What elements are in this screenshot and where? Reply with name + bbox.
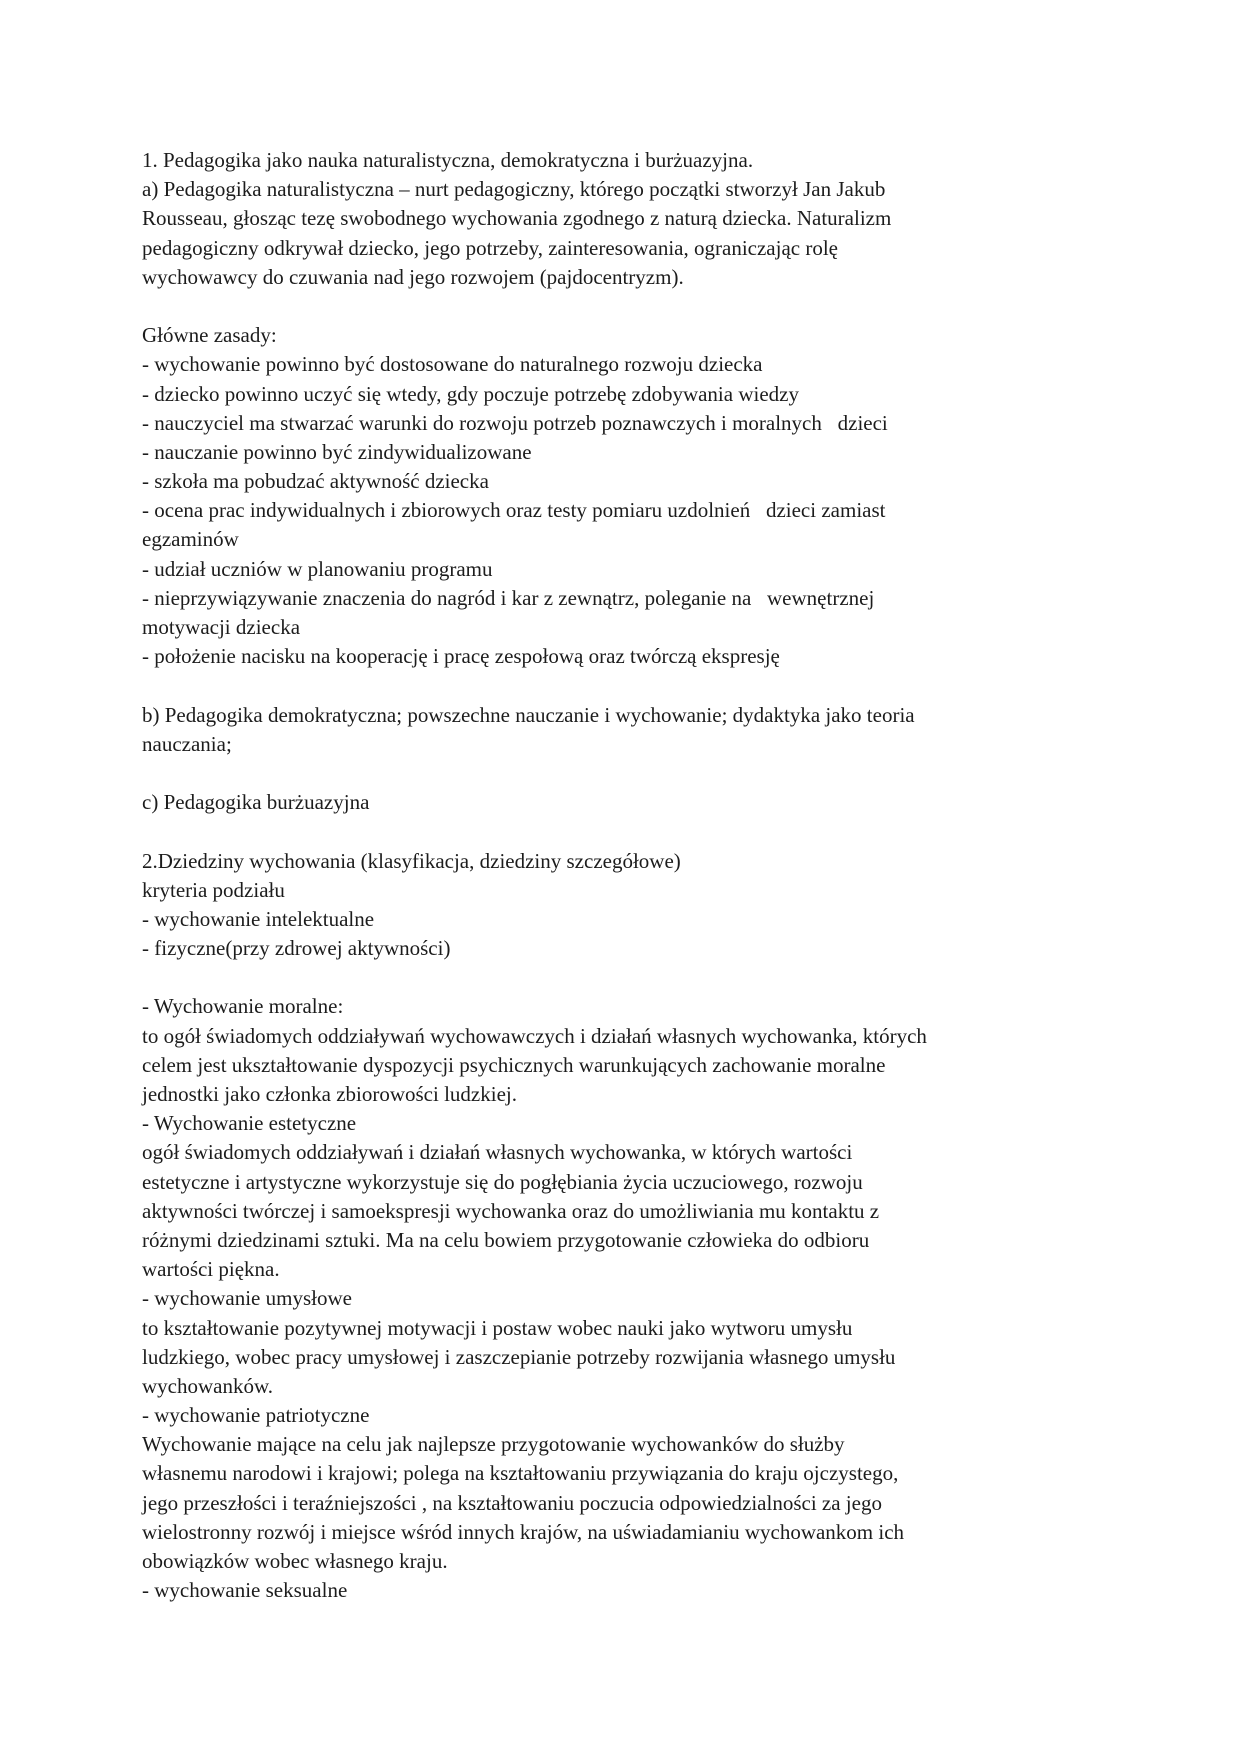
text-line: jego przeszłości i teraźniejszości , na kształtowaniu poczucia odpowiedzialności za jego (142, 1490, 882, 1515)
text-line: - wychowanie patriotyczne (142, 1403, 370, 1428)
text-line: jednostki jako członka zbiorowości ludzkiej. (142, 1082, 517, 1106)
text-line: wychowanków. (142, 1373, 274, 1398)
text-line: to ogół świadomych oddziaływań wychowawczych i działań własnych wychowanka, których (142, 1023, 927, 1048)
text-line: 1. Pedagogika jako nauka naturalistyczna, demokratyczna i burżuazyjna. (142, 148, 754, 172)
text-line: różnymi dziedzinami sztuki. Ma na celu bowiem przygotowanie człowieka do odbioru (142, 1227, 870, 1252)
text-line: aktywności twórczej i samoekspresji wychowanka oraz do umożliwiania mu kontaktu z (142, 1198, 880, 1223)
text-line (142, 963, 1062, 992)
text-line: Wychowanie mające na celu jak najlepsze przygotowanie wychowanków do służby (142, 1432, 845, 1457)
text-line: - Wychowanie estetyczne (142, 1111, 357, 1136)
document-text (142, 146, 1062, 1605)
text-line (142, 759, 1062, 788)
text-line: - wychowanie seksualne (142, 1578, 348, 1603)
text-line: Główne zasady: (142, 323, 277, 348)
text-line: - położenie nacisku na kooperację i pracę zespołową oraz twórczą ekspresję (142, 644, 780, 669)
text-line: - wychowanie umysłowe (142, 1286, 352, 1311)
text-line: wartości piękna. (142, 1257, 280, 1282)
text-line (142, 817, 1062, 846)
text-line: - dziecko powinno uczyć się wtedy, gdy poczuje potrzebę zdobywania wiedzy (142, 381, 799, 406)
text-line: - udział uczniów w planowaniu programu (142, 556, 493, 581)
text-line (142, 671, 1062, 700)
text-line: 2.Dziedziny wychowania (klasyfikacja, dziedziny szczegółowe) (142, 848, 681, 873)
text-line (142, 292, 1062, 321)
text-line: to kształtowanie pozytywnej motywacji i postaw wobec nauki jako wytworu umysłu (142, 1315, 853, 1340)
text-line: egzaminów (142, 527, 239, 552)
text-line: wychowawcy do czuwania nad jego rozwojem (pajdocentryzm). (142, 264, 684, 289)
text-line: ogół świadomych oddziaływań i działań własnych wychowanka, w których wartości (142, 1140, 853, 1165)
text-line: motywacji dziecka (142, 615, 301, 639)
text-line: nauczania; (142, 731, 232, 756)
text-line: - szkoła ma pobudzać aktywność dziecka (142, 469, 489, 494)
text-line: własnemu narodowi i krajowi; polega na kształtowaniu przywiązania do kraju ojczystego, (142, 1461, 899, 1486)
text-line: b) Pedagogika demokratyczna; powszechne nauczanie i wychowanie; dydaktyka jako teoria (142, 702, 915, 727)
text-line: estetyczne i artystyczne wykorzystuje się do pogłębiania życia uczuciowego, rozwoju (142, 1169, 863, 1194)
text-line: - fizyczne(przy zdrowej aktywności) (142, 936, 451, 961)
text-line: celem jest ukształtowanie dyspozycji psychicznych warunkujących zachowanie moralne (142, 1052, 886, 1077)
text-line: ludzkiego, wobec pracy umysłowej i zaszczepianie potrzeby rozwijania własnego umysłu (142, 1344, 896, 1369)
text-line: - wychowanie intelektualne (142, 906, 375, 931)
text-line: - nieprzywiązywanie znaczenia do nagród i kar z zewnątrz, poleganie na wewnętrznej (142, 585, 875, 610)
text-line: Rousseau, głosząc tezę swobodnego wychowania zgodnego z naturą dziecka. Naturalizm (142, 206, 892, 231)
text-line: pedagogiczny odkrywał dziecko, jego potrzeby, zainteresowania, ograniczając rolę (142, 235, 838, 260)
text-line: - nauczanie powinno być zindywidualizowane (142, 439, 532, 464)
text-line: - wychowanie powinno być dostosowane do naturalnego rozwoju dziecka (142, 352, 763, 377)
text-line: wielostronny rozwój i miejsce wśród innych krajów, na uświadamianiu wychowankom ich (142, 1519, 905, 1544)
text-line: - ocena prac indywidualnych i zbiorowych oraz testy pomiaru uzdolnień dzieci zamiast (142, 498, 886, 523)
text-line: c) Pedagogika burżuazyjna (142, 790, 370, 815)
text-line: kryteria podziału (142, 877, 285, 902)
text-line: obowiązków wobec własnego kraju. (142, 1549, 448, 1573)
text-line: - nauczyciel ma stwarzać warunki do rozwoju potrzeb poznawczych i moralnych dzieci (142, 410, 888, 435)
text-line: a) Pedagogika naturalistyczna – nurt pedagogiczny, którego początki stworzył Jan Jakub (142, 177, 886, 202)
text-line: - Wychowanie moralne: (142, 994, 344, 1019)
